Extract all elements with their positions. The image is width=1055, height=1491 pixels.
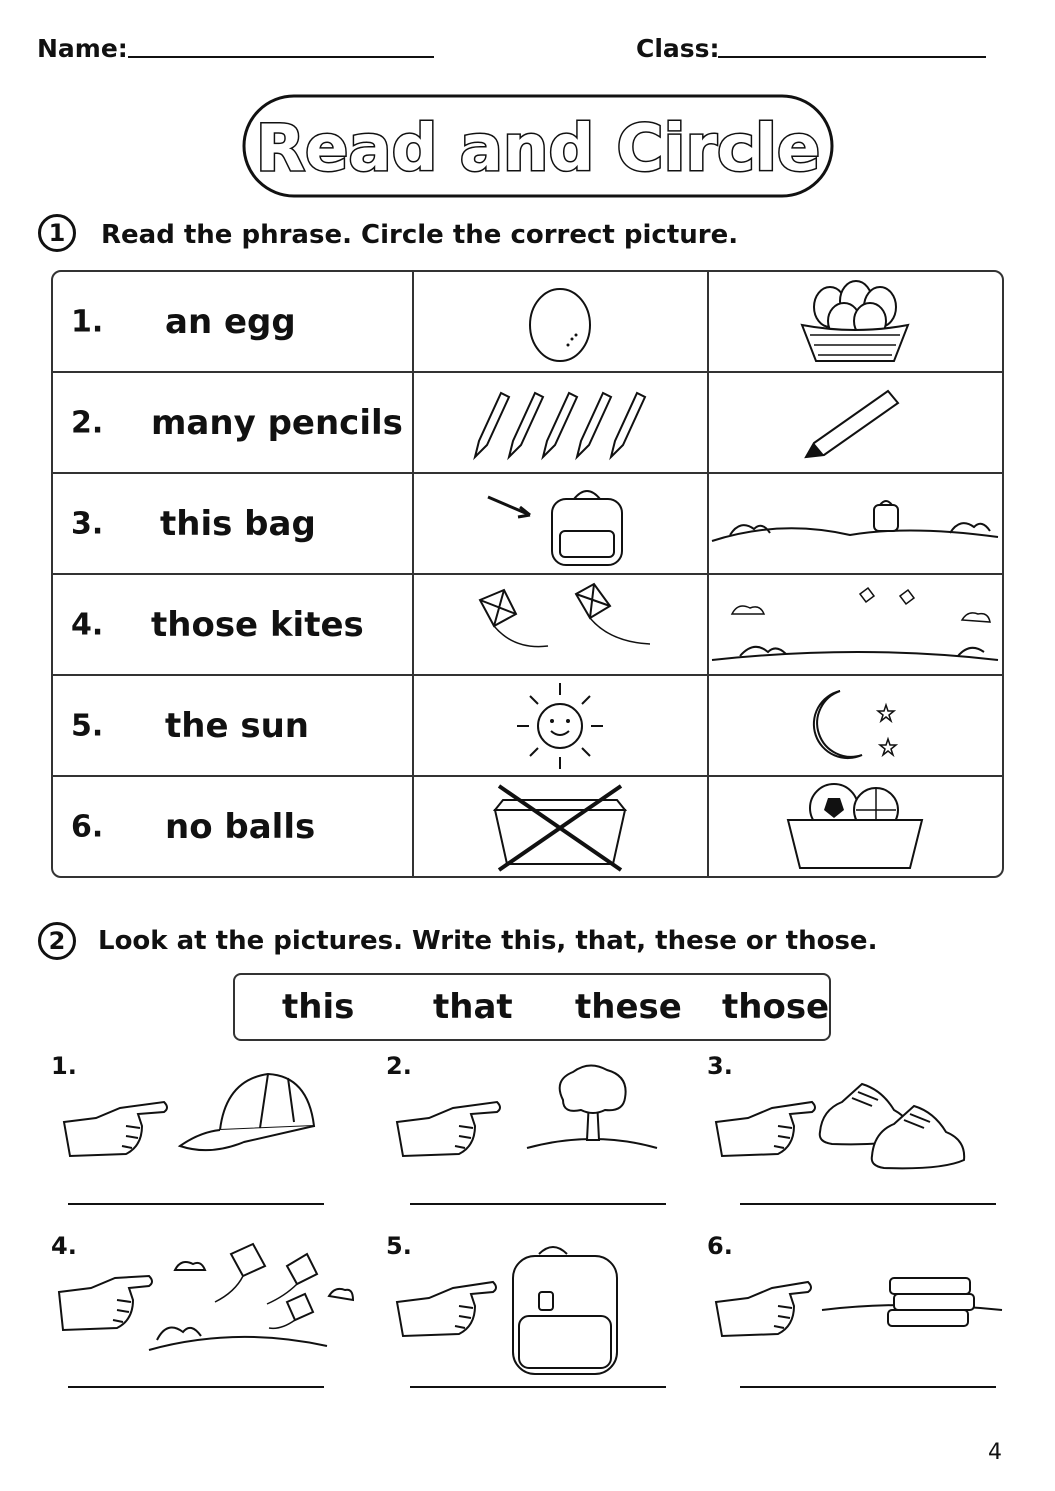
word-bank-item: that [433,987,513,1027]
pointing-hand-icon [64,1102,167,1156]
exercise-4-picture [55,1240,355,1360]
exercise-number: 5. [386,1232,412,1260]
worksheet-title [240,90,836,202]
moon-stars-icon [800,681,910,771]
single-pencil-icon [800,383,910,463]
class-field[interactable] [718,56,986,58]
egg-basket-icon [790,277,920,367]
exercise-2-picture [393,1060,663,1170]
cap-icon [180,1074,314,1150]
pointing-hand-icon [59,1276,152,1330]
row-number: 2. [71,405,104,440]
far-kites-icon [710,580,1000,670]
section-1-instruction: Read the phrase. Circle the correct picture. [101,220,739,250]
exercise-number: 2. [386,1052,412,1080]
table-row [53,373,1002,474]
empty-box-crossed-icon [485,780,635,874]
table-row [53,777,1002,876]
books-icon [822,1278,1002,1326]
exercise-number: 1. [51,1052,77,1080]
picture-option-a[interactable] [414,575,709,676]
kites-icon [149,1244,353,1350]
picture-option-b[interactable] [709,272,1002,373]
row-number: 4. [71,607,104,642]
table-row [53,676,1002,777]
title-text: Read and Circle [255,112,821,186]
shoes-icon [820,1084,964,1168]
row-number: 6. [71,809,104,844]
word-bank-item: this [282,987,355,1027]
exercise-1-picture [60,1070,330,1170]
backpack-icon [513,1247,617,1374]
exercise-6-picture [712,1250,1012,1360]
section-1-number: 1 [38,214,76,252]
phrase-text: those kites [151,604,364,645]
name-field[interactable] [128,56,434,58]
picture-option-b[interactable] [709,575,1002,676]
pointing-hand-icon [397,1102,500,1156]
box-of-balls-icon [780,780,930,874]
picture-option-b[interactable] [709,777,1002,876]
phrase-text: many pencils [151,402,403,443]
picture-option-a[interactable] [414,676,709,777]
word-bank-item: these [575,987,682,1027]
near-backpack-icon [480,479,640,569]
picture-option-a[interactable] [414,373,709,474]
section-2-number: 2 [38,922,76,960]
exercise-number: 6. [707,1232,733,1260]
exercise-3-picture [712,1070,982,1180]
pointing-hand-icon [397,1282,496,1336]
picture-option-b[interactable] [709,474,1002,575]
answer-line-4[interactable] [68,1386,324,1388]
row-number: 3. [71,506,104,541]
picture-option-b[interactable] [709,373,1002,474]
table-row [53,272,1002,373]
word-bank-item: those [722,987,830,1027]
sun-icon [510,679,610,773]
row-number: 5. [71,708,104,743]
pointing-hand-icon [716,1102,815,1156]
table-row [53,474,1002,575]
five-pencils-icon [465,383,655,463]
class-label: Class: [636,34,720,63]
phrase-text: no balls [165,806,316,847]
near-kites-icon [460,580,660,670]
picture-option-b[interactable] [709,676,1002,777]
answer-line-3[interactable] [740,1203,996,1205]
single-egg-icon [520,277,600,367]
page-number: 4 [988,1440,1002,1465]
picture-option-a[interactable] [414,272,709,373]
answer-line-5[interactable] [410,1386,666,1388]
phrase-text: this bag [160,503,316,544]
table-row [53,575,1002,676]
exercise-number: 3. [707,1052,733,1080]
picture-option-a[interactable] [414,474,709,575]
picture-option-a[interactable] [414,777,709,876]
pointing-hand-icon [716,1282,811,1336]
exercise-number: 4. [51,1232,77,1260]
answer-line-6[interactable] [740,1386,996,1388]
far-backpack-icon [710,489,1000,559]
phrase-text: the sun [165,705,310,746]
exercise-5-picture [393,1240,633,1380]
phrase-table [51,270,1004,878]
tree-icon [527,1065,657,1148]
name-label: Name: [37,34,128,63]
answer-line-2[interactable] [410,1203,666,1205]
section-2-instruction: Look at the pictures. Write this, that, these or those. [98,926,878,956]
answer-line-1[interactable] [68,1203,324,1205]
phrase-text: an egg [165,301,296,342]
row-number: 1. [71,304,104,339]
word-bank [233,973,831,1041]
